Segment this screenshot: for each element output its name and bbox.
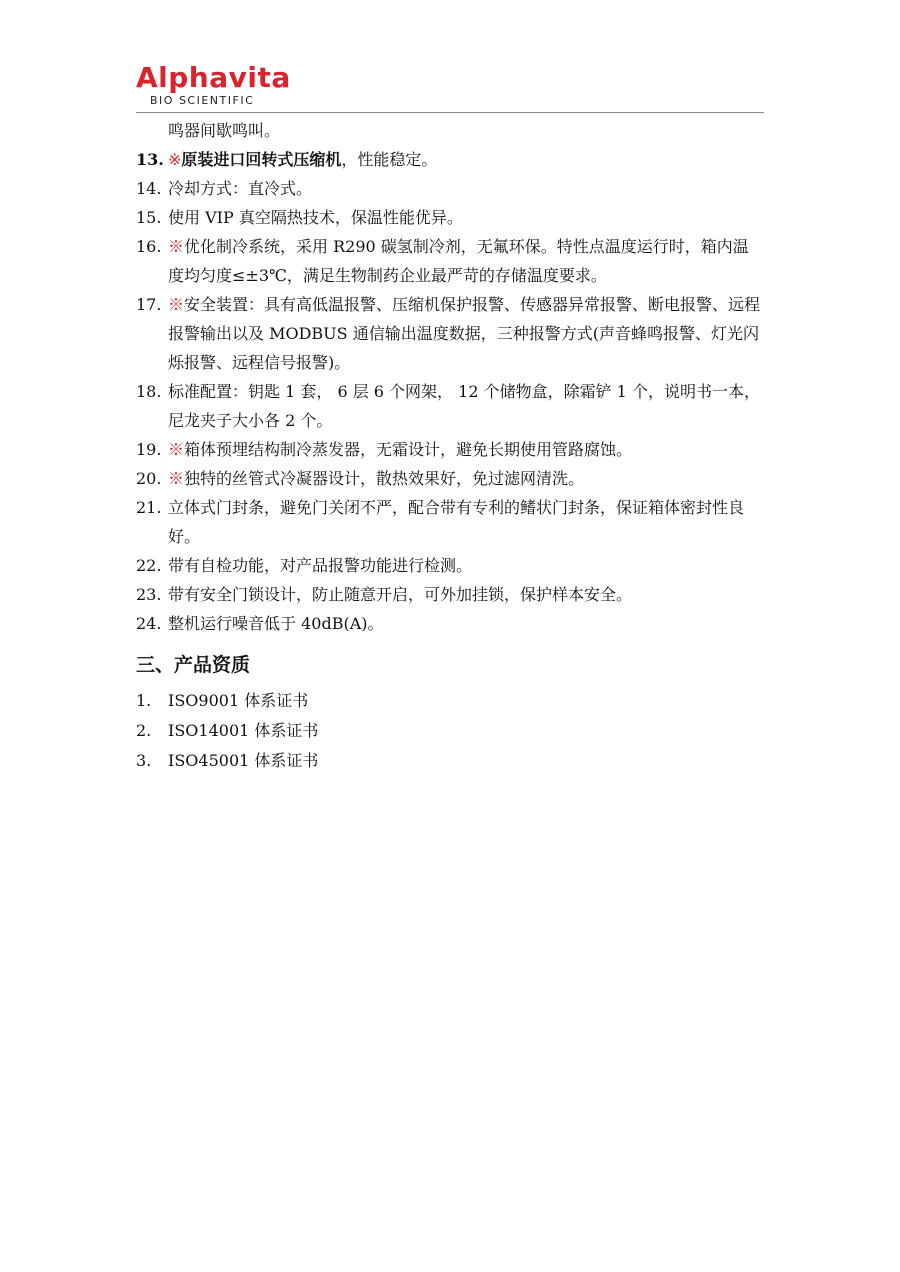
list-item	[136, 746, 764, 776]
list-item	[136, 686, 764, 716]
item-number: 16.	[136, 237, 162, 256]
company-logo	[136, 62, 291, 108]
list-item	[136, 145, 764, 174]
list-item	[136, 493, 764, 551]
list-item	[136, 609, 764, 638]
list-item	[136, 232, 764, 290]
item-text: 冷却方式：直冷式。	[168, 179, 313, 198]
logo-brand: Alphavita	[136, 61, 291, 94]
item-text: 标准配置：钥匙 1 套， 6 层 6 个网架， 12 个储物盒，除霜铲 1 个，说明书一本，尼龙夹子大小各 2 个。	[168, 382, 760, 430]
highlight-mark: ※	[168, 295, 185, 314]
item-text: 箱体预埋结构制冷蒸发器，无霜设计，避免长期使用管路腐蚀。	[184, 440, 633, 459]
item-text: 带有自检功能，对产品报警功能进行检测。	[168, 556, 473, 575]
item-number: 14.	[136, 179, 162, 198]
item-number: 19.	[136, 440, 162, 459]
logo-sub-brand: BIO SCIENTIFIC	[150, 94, 255, 107]
item-number: 21.	[136, 498, 162, 517]
item-text: ISO45001 体系证书	[168, 751, 319, 770]
list-item	[136, 551, 764, 580]
list-item	[136, 435, 764, 464]
list-item	[136, 290, 764, 377]
item-number: 3.	[136, 751, 152, 770]
header-divider	[136, 112, 764, 113]
highlight-mark: ※	[168, 440, 185, 459]
highlight-mark: ※	[168, 150, 182, 169]
highlight-mark: ※	[168, 237, 185, 256]
item-number: 15.	[136, 208, 162, 227]
item-number: 2.	[136, 721, 152, 740]
continued-text: 鸣器间歇鸣叫。	[168, 121, 281, 140]
list-item	[136, 716, 764, 746]
item-text: 独特的丝管式冷凝器设计，散热效果好，免过滤网清洗。	[184, 469, 585, 488]
item-text: ，性能稳定。	[341, 150, 438, 169]
item-bold-text: 原装进口回转式压缩机	[181, 150, 342, 169]
item-text: 安全装置：具有高低温报警、压缩机保护报警、传感器异常报警、断电报警、远程报警输出以及 MODBUS 通信输出温度数据，三种报警方式(声音蜂鸣报警、灯光闪烁报警、远程信号报警)。	[168, 295, 761, 372]
feature-list	[136, 145, 764, 638]
item-number: 24.	[136, 614, 162, 633]
item-text: ISO14001 体系证书	[168, 721, 319, 740]
item-number: 17.	[136, 295, 162, 314]
list-item	[136, 174, 764, 203]
list-item	[136, 464, 764, 493]
item-number: 22.	[136, 556, 162, 575]
item-number: 18.	[136, 382, 162, 401]
document-body	[136, 116, 764, 776]
qualification-list	[136, 686, 764, 776]
item-text: 立体式门封条，避免门关闭不严，配合带有专利的鳍状门封条，保证箱体密封性良好。	[168, 498, 745, 546]
item-text: 优化制冷系统，采用 R290 碳氢制冷剂，无氟环保。特性点温度运行时，箱内温度均匀度≤±3℃，满足生物制药企业最严苛的存储温度要求。	[168, 237, 749, 285]
highlight-mark: ※	[168, 469, 185, 488]
item-number: 1.	[136, 691, 152, 710]
item-text: 整机运行噪音低于 40dB(A)。	[168, 614, 384, 633]
item-text: 使用 VIP 真空隔热技术，保温性能优异。	[168, 208, 463, 227]
item-number: 23.	[136, 585, 162, 604]
list-item	[136, 580, 764, 609]
list-item	[136, 377, 764, 435]
list-item	[136, 203, 764, 232]
section-title: 三、产品资质	[136, 654, 251, 676]
item-number: 20.	[136, 469, 162, 488]
item-text: ISO9001 体系证书	[168, 691, 309, 710]
item-text: 带有安全门锁设计，防止随意开启，可外加挂锁，保护样本安全。	[168, 585, 633, 604]
item-number: 13.	[136, 150, 164, 169]
